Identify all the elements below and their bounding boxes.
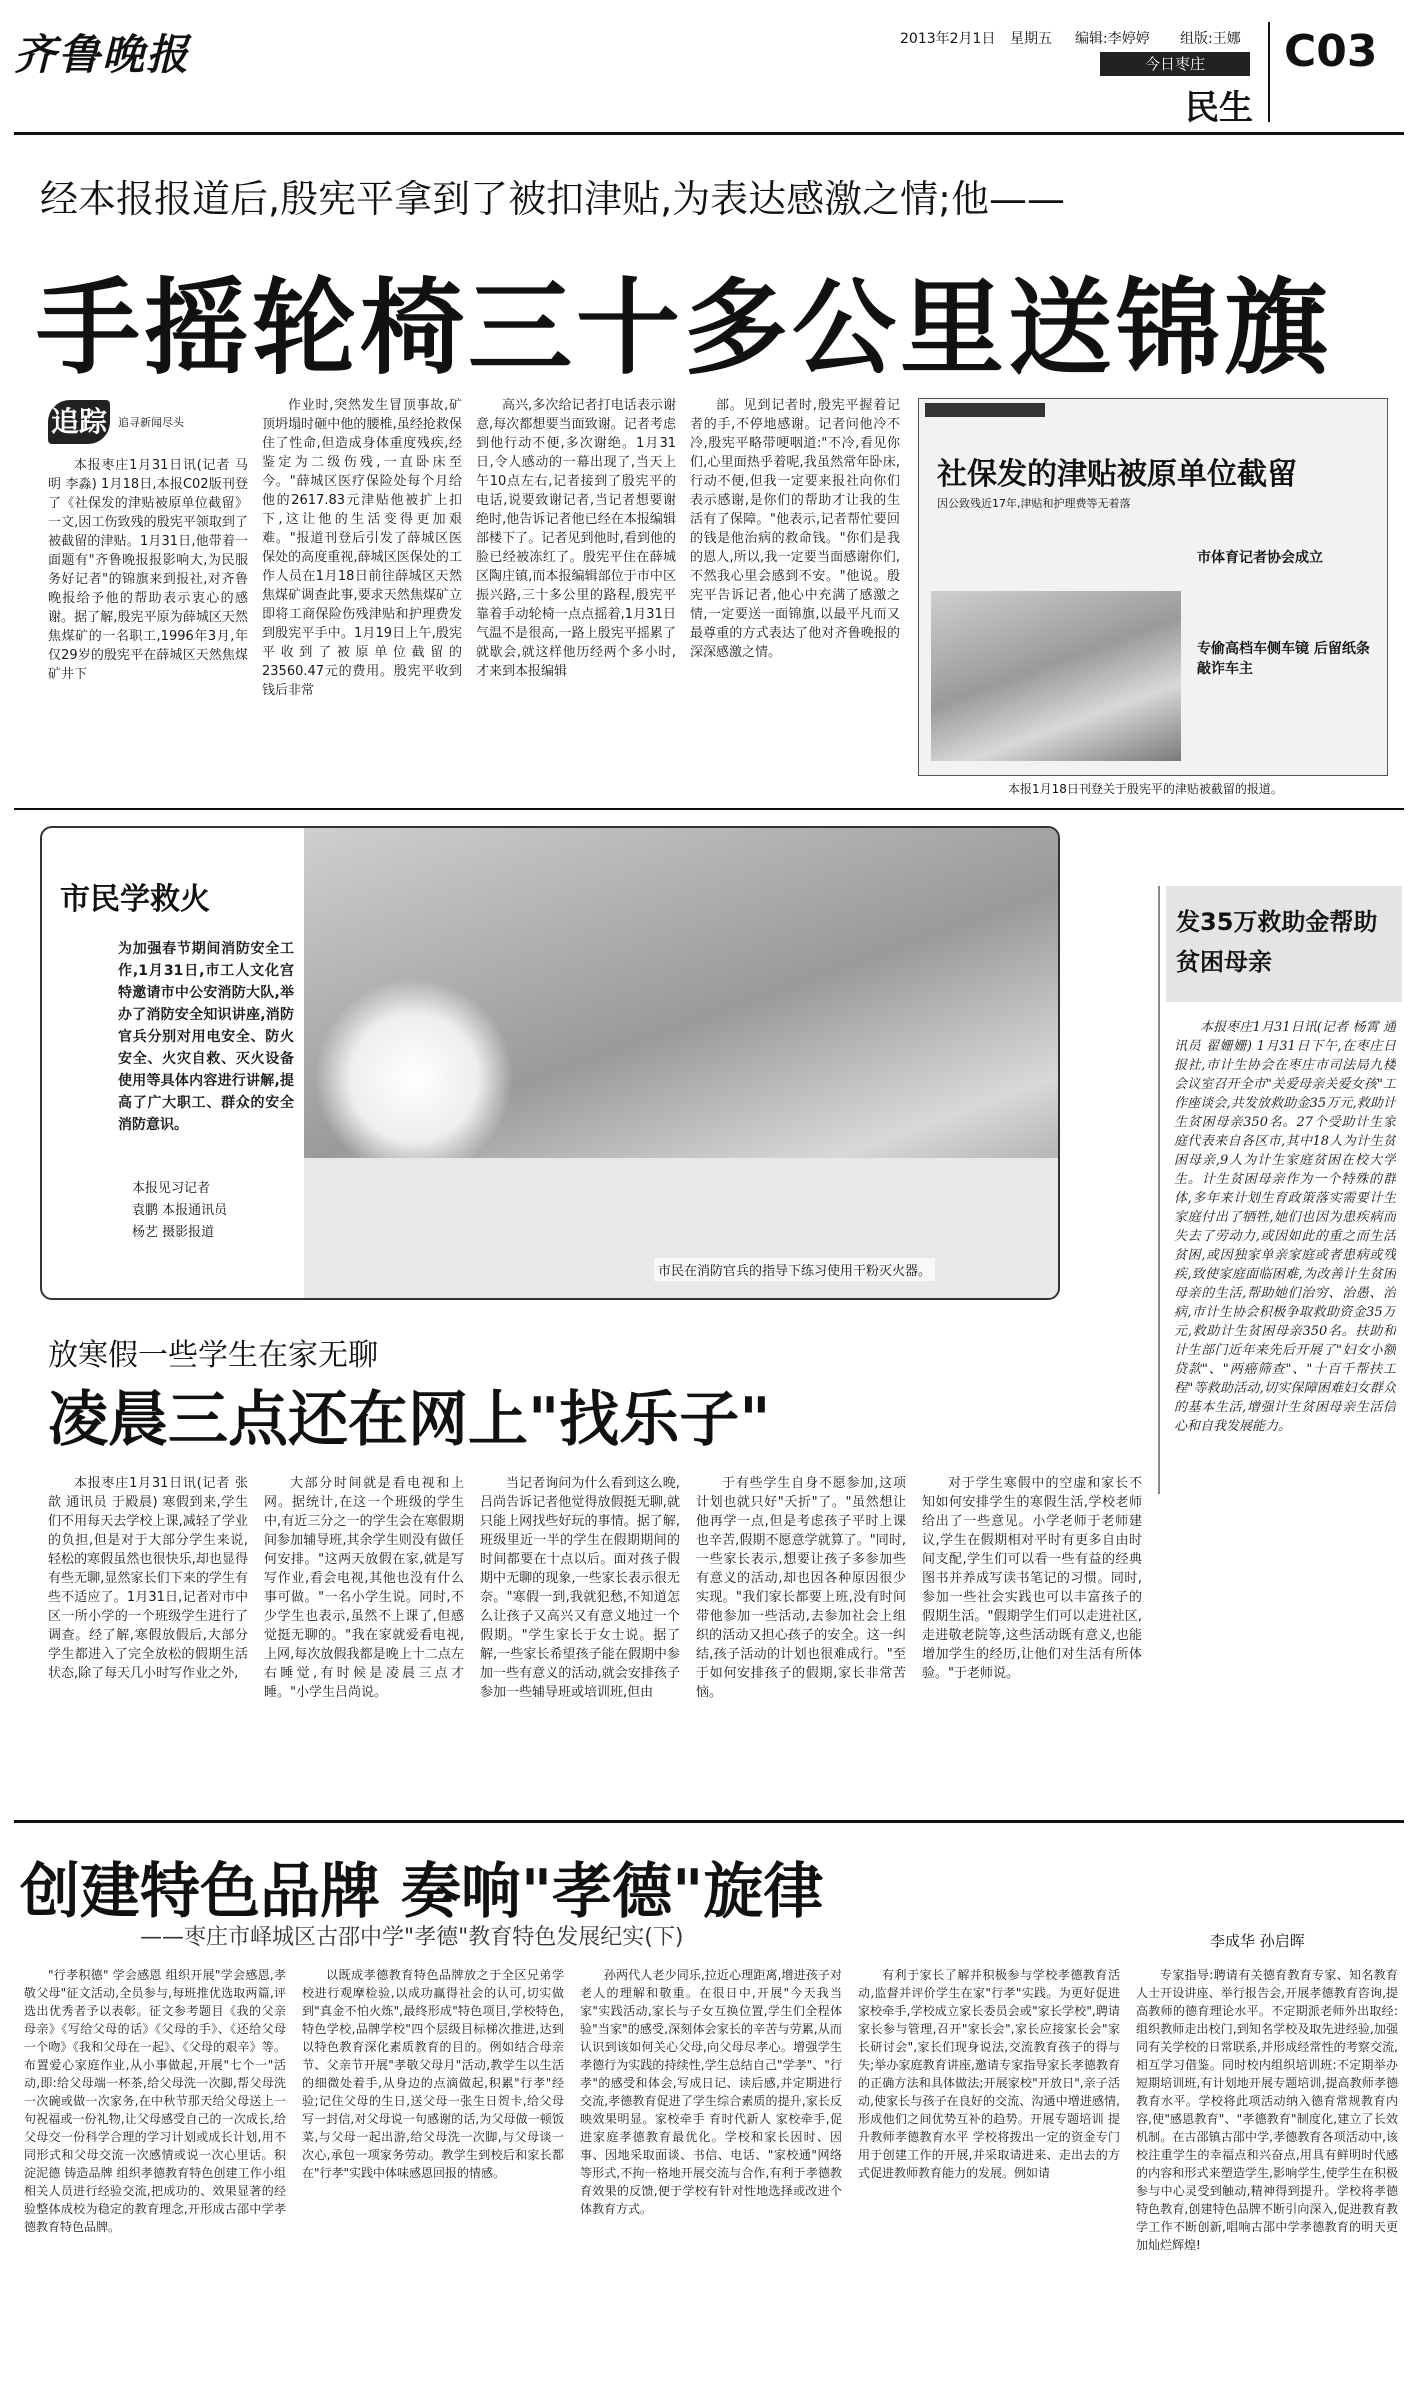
clipping-top-bar	[925, 403, 1045, 417]
story4-col5: 专家指导:聘请有关德育教育专家、知名教育人士开设讲座、举行报告会,开展孝德教育咨询,提高教师的德育理论水平。不定期派老师外出取经:组织教师走出校门,到知名学校及取先进经验,加强同有关学校的日常联系,并形成经常性的考察交流,相互学习借鉴。同时校内组织培训班:不定期举办短期培训班,有计划地开展专题培训,提高教师孝德教育水平。学校将此项活动纳入德育常规教育内容,使"感恩教育"、"孝德教育"制度化,建立了长效机制。在古邵镇古邵中学,孝德教育各项活动中,该校注重学生的幸福点和兴奋点,用具有鲜明时代感的内容和形式来塑造学生,影响学生,使学生在积极参与中心灵受到触动,精神得到提升。学校将孝德特色教育,创建特色品牌不断引向深入,促进教育教学工作不断创新,唱响古邵中学孝德教育的明天更加灿烂辉煌!	[1136, 1968, 1398, 2252]
fire-drill-photo	[304, 828, 1060, 1298]
clipping-headline: 社保发的津贴被原单位截留	[937, 457, 1297, 492]
photo-story-title: 市民学救火	[60, 882, 210, 917]
clipping-image	[918, 398, 1388, 776]
story4-subhead: ——枣庄市峄城区古邵中学"孝德"教育特色发展纪实(下)	[140, 1925, 684, 1950]
header-rule	[14, 132, 1404, 135]
story1-col1: 本报枣庄1月31日讯(记者 马明 李淼) 1月18日,本报C02版刊登了《社保发的津贴被原单位截留》一文,因工伤致残的殷宪平领取到了被截留的津贴。1月31日,他带着一面题有"齐鲁晚报报影响大,为民服务好记者"的锦旗来到报社,对齐鲁晚报给予他的帮助表示衷心的感谢。据了解,殷宪平原为薛城区天然焦煤矿的一名职工,1996年3月,年仅29岁的殷宪平在薛城区天然焦煤矿井下	[48, 458, 248, 682]
clipping-side-story2: 专偷高档车侧车镜 后留纸条敲诈车主	[1197, 641, 1370, 677]
story2-col5: 对于学生寒假中的空虚和家长不知如何安排学生的寒假生活,学校老师给出了一些意见。小学老师于老师建议,学生在假期相对平时有更多自由时间支配,学生们可以看一些有益的经典图书并养成写读书笔记的习惯。同时,参加一些社会实践也可以丰富孩子的假期生活。"假期学生们可以走进社区,走进敬老院等,这些活动既有意义,也能增加学生的经历,让他们对生活有所体验。"于老师说。	[922, 1476, 1142, 1681]
story1-col2: 作业时,突然发生冒顶事故,矿顶坍塌时砸中他的腰椎,虽经抢救保住了性命,但造成身体重度残疾,经鉴定为二级伤残,一直卧床至今。"薛城区医疗保险处每个月给他的2617.83元津贴他被扩上扣下,这让他的生活变得更加艰难。"报道刊登后引发了薛城区医保处的高度重视,薛城区医保处的工作人员在1月18日前往薛城区天然焦煤矿调查此事,要求天然焦煤矿立即将工商保险伤残津贴和护理费发到殷宪平手中。1月19日上午,殷宪平收到了被原单位截留的23560.47元的费用。殷宪平收到钱后非常	[262, 398, 462, 698]
story2-col4: 于有些学生自身不愿参加,这项计划也就只好"夭折"了。"虽然想让他再学一点,但是考虑孩子平时上课也辛苦,假期不愿意学就算了。"同时,一些家长表示,想要让孩子多参加些有意义的活动,却也因各种原因很少实现。"我们家长都要上班,没有时间带他参加一些活动,去参加社会上组织的活动又担心孩子的安全。这一纠结,孩子活动的计划也很难成行。"至于如何安排孩子的假期,家长非常苦恼。	[696, 1476, 906, 1700]
story1-col3: 高兴,多次给记者打电话表示谢意,每次都想要当面致谢。记者考虑到他行动不便,多次谢绝。1月31日,令人感动的一幕出现了,当天上午10点左右,记者接到了殷宪平的电话,说要致谢记者,当记者想要谢绝时,他告诉记者他已经在本报编辑部楼下了。记者见到他时,看到他的脸已经被冻红了。殷宪平住在薛城区陶庄镇,而本报编辑部位于市中区振兴路,三十多公里的路程,殷宪平靠着手动轮椅一点点摇着,1月31日气温不是很高,一路上殷宪平摇累了就歇会,就这样他历经两个多小时,才来到本报编辑	[476, 398, 676, 679]
tracking-tag	[48, 400, 188, 448]
story2-col3: 当记者询问为什么看到这么晚,吕尚告诉记者他觉得放假挺无聊,就只能上网找些好玩的事情。据了解,班级里近一半的学生在假期期间的时间都要在十点以后。面对孩子假期中无聊的现象,一些家长表示很无奈。"寒假一到,我就犯愁,不知道怎么让孩子又高兴又有意义地过一个假期。"学生家长于女士说。据了解,一些家长希望孩子能在假期中参加一些有意义的活动,就会安排孩子参加一些辅导班或培训班,但由	[480, 1476, 680, 1700]
story3-headline-box	[1166, 886, 1402, 1002]
page-number: C03	[1284, 26, 1378, 77]
section-banner	[1100, 52, 1250, 76]
story1-bottom-rule	[14, 808, 1404, 810]
story4-byline: 李成华 孙启晖	[1210, 1932, 1305, 1950]
story1-col4: 部。见到记者时,殷宪平握着记者的手,不停地感谢。记者问他冷不冷,殷宪平略带哽咽道:"不冷,看见你们,心里面热乎着呢,我虽然常年卧床,行动不便,但我一定要来报社向你们表示感谢,是你们的帮助才让我的生活有了保障。"他表示,记者帮忙要回的钱是他治病的救命钱。"你们是我的恩人,所以,我一定要当面感谢你们,不然我心里会感到不安。"他说。殷宪平告诉记者,他心中充满了感激之情,一定要送一面锦旗,以最平凡而又最尊重的方式表达了他对齐鲁晚报的深深感激之情。	[690, 398, 900, 660]
photo-credit-line1: 本报见习记者	[132, 1181, 211, 1196]
story2-bottom-rule	[14, 1820, 1404, 1823]
fire-extinguisher-spray	[314, 978, 514, 1178]
clipping-caption: 本报1月18日刊登关于殷宪平的津贴被截留的报道。	[1008, 782, 1283, 796]
story4-col1: "行孝积德" 学会感恩 组织开展"学会感恩,孝敬父母"征文活动,全员参与,每班推优选取两篇,评选出优秀者予以表彰。征文参考题目《我的父亲母亲》《写给父母的话》《父母的手》、《还给父母一个吻》《我和父母在一起》、《父母的艰辛》等。布置爱心家庭作业,从小事做起,开展"七个一"活动,即:给父母端一杯茶,给父母洗一次脚,帮父母洗一次碗或做一次家务,在中秋节那天给父母送上一句祝福或一份礼物,让父母感受自己的一次成长,给父母交一份科学合理的学习计划或成长计划,用不同形式和父母交流一次感情或说一次心里话。积淀泥德 铸造品牌 组织孝德教育特色创建工作小组相关人员进行经验交流,把成功的、效果显著的经验整体成校为稳定的教育理念,开形成古邵中学孝德教育特色品牌。	[24, 1968, 286, 2234]
story1-headline: 手摇轮椅三十多公里送锦旗	[36, 267, 1333, 389]
section-label: 今日枣庄	[1144, 55, 1205, 73]
layout-credit: 组版:王娜	[1180, 31, 1241, 47]
issue-date: 2013年2月1日	[900, 31, 996, 47]
photo-credit-line3: 杨艺 摄影报道	[132, 1225, 215, 1240]
story3-box	[1158, 886, 1404, 1494]
newspaper-logo: 齐鲁晚报	[14, 30, 191, 79]
story4-col2: 以既成孝德教育特色品牌放之于全区兄弟学校进行观摩检验,以成功赢得社会的认可,切实做到"真金不怕火炼",最终形成"特色项目,学校特色,特色学校,品牌学校"四个层级目标梯次推进,达到以特色教育深化素质教育的目的。例如结合母亲节、父亲节开展"孝敬父母月"活动,教学生以生活的细微处着手,从身边的点滴做起,积累"行孝"经验;记住父母的生日,送父母一张生日贺卡,给父母写一封信,对父母说一句感谢的话,为父母做一顿饭菜,与父母一起出游,给父母洗一次脚,与父母谈一次心,承包一项家务劳动。教学生到校后和家长都在"行孝"实践中体味感恩回报的情感。	[302, 1968, 564, 2180]
photo-caption: 市民在消防官兵的指导下练习使用干粉灭火器。	[654, 1258, 935, 1281]
tracking-tag-badge: 追踪	[48, 400, 110, 444]
clipping-subhead: 因公致残近17年,津贴和护理费等无着落	[937, 497, 1131, 510]
story4-col4: 有利于家长了解并积极参与学校孝德教育活动,监督并评价学生在家"行孝"实践。为更好促进家校牵手,学校成立家长委员会或"家长学校",聘请家长参与管理,召开"家长会",家长应接家长会"家长研讨会",家长们现身说法,交流教育孩子的得与失;举办家庭教育讲座,邀请专家指导家长孝德教育的正确方法和具体做法;开展家校"开放日",亲子活动,使家长与孩子在良好的交流、沟通中增进感情,形成他们之间优势互补的趋势。开展专题培训 提升教师孝德教育水平 学校将拨出一定的资金专门用于创建工作的开展,并采取请进来、走出去的方式促进教师教育能力的发展。例如请	[858, 1968, 1120, 2180]
story4-headline: 创建特色品牌 奏响"孝德"旋律	[20, 1857, 824, 1927]
story4-col3: 孙两代人老少同乐,拉近心理距离,增进孩子对老人的理解和敬重。在很日中,开展"今天我当家"实践活动,家长与子女互换位置,学生们全程体验"当家"的感受,深刻体会家长的辛苦与劳累,从而认识到该如何关心父母,向父母尽孝心。增强学生孝德行为实践的持续性,学生总结自己"学孝"、"行孝"的感受和体会,写成日记、读后感,并定期进行交流,孝德教育促进了学生综合素质的提升,家长反映效果明显。家校牵手 育时代新人 家校牵手,促进家庭孝德教育最优化。学校和家长因时、因事、因地采取面谈、书信、电话、"家校通"网络等形式,不拘一格地开展交流与合作,有利于孝德教育效果的反馈,便于学校有针对性地选择或改进个体教育方式。	[580, 1968, 842, 2216]
clipping-side-story1: 市体育记者协会成立	[1197, 550, 1323, 566]
issue-weekday: 星期五	[1010, 31, 1052, 47]
editor-credit: 编辑:李婷婷	[1075, 31, 1150, 47]
story2-col2: 大部分时间就是看电视和上网。据统计,在这一个班级的学生中,有近三分之一的学生会在寒假期间参加辅导班,其余学生则没有做任何安排。"这两天放假在家,就是写写作业,看会电视,其他也没有什么事可做。"一名小学生说。同时,不少学生也表示,虽然不上课了,但感觉挺无聊的。"我在家就爱看电视,上网,每次放假我都是晚上十二点左右睡觉,有时候是凌晨三点才睡。"小学生吕尚说。	[264, 1476, 464, 1700]
fire-photo-frame	[40, 826, 1060, 1300]
story2-col1: 本报枣庄1月31日讯(记者 张歆 通讯员 于殿晨) 寒假到来,学生们不用每天去学校上课,减轻了学业的负担,但是对于大部分学生来说,轻松的寒假虽然也很快乐,却也显得有些无聊,显然家长们下来的学生有些不适应了。1月31日,记者对市中区一所小学的一个班级学生进行了调查。经了解,寒假放假后,大部分学生都进入了完全放松的假期生活状态,除了每天几小时写作业之外,	[48, 1476, 248, 1681]
page-number-divider	[1268, 22, 1270, 122]
tracking-tag-sub: 追寻新闻尽头	[118, 416, 184, 429]
photo-credit-line2: 袁鹏 本报通讯员	[132, 1203, 228, 1218]
story3-body: 本报枣庄1月31日讯(记者 杨霄 通讯员 翟姗姗) 1月31日下午,在枣庄日报社,市计生协会在枣庄市司法局九楼会议室召开全市"关爱母亲关爱女孩"工作座谈会,共发放救助金35万元,救助计生贫困母亲350名。27个受助计生家庭代表来自各区市,其中18人为计生贫困母亲,9人为计生家庭贫困在校大学生。计生贫困母亲作为一个特殊的群体,多年来计划生育政策落实需要计生家庭付出了牺牲,她们也因为患疾病而失去了劳动力,或因如此的重之而生活贫困,或因独家单亲家庭或者患病或残疾,致使家庭面临困难,为改善计生贫困母亲的生活,帮助她们治穷、治愚、治病,市计生协会积极争取救助资金35万元,救助计生贫困母亲350名。扶助和计生部门近年来先后开展了"妇女小额贷款"、"两癌筛查"、"十百千帮扶工程"等救助活动,切实保障困难妇女群众的基本生活,增强计生贫困母亲生活信心和自我发展能力。	[1174, 1020, 1396, 1434]
story2-headline: 凌晨三点还在网上"找乐子"	[48, 1385, 771, 1455]
column-label: 民生	[1185, 88, 1253, 128]
story2-kicker: 放寒假一些学生在家无聊	[48, 1338, 378, 1373]
photo-story-body: 为加强春节期间消防安全工作,1月31日,市工人文化宫特邀请市中公安消防大队,举办了消防安全知识讲座,消防官兵分别对用电安全、防火安全、火灾自救、灭火设备使用等具体内容进行讲解,提高了广大职工、群众的安全消防意识。	[118, 941, 294, 1133]
story3-headline: 发35万救助金帮助贫困母亲	[1176, 908, 1378, 976]
story1-kicker: 经本报报道后,殷宪平拿到了被扣津贴,为表达感激之情;他——	[40, 177, 1065, 221]
clipping-photo	[931, 591, 1181, 761]
photo-credits	[132, 1178, 292, 1244]
